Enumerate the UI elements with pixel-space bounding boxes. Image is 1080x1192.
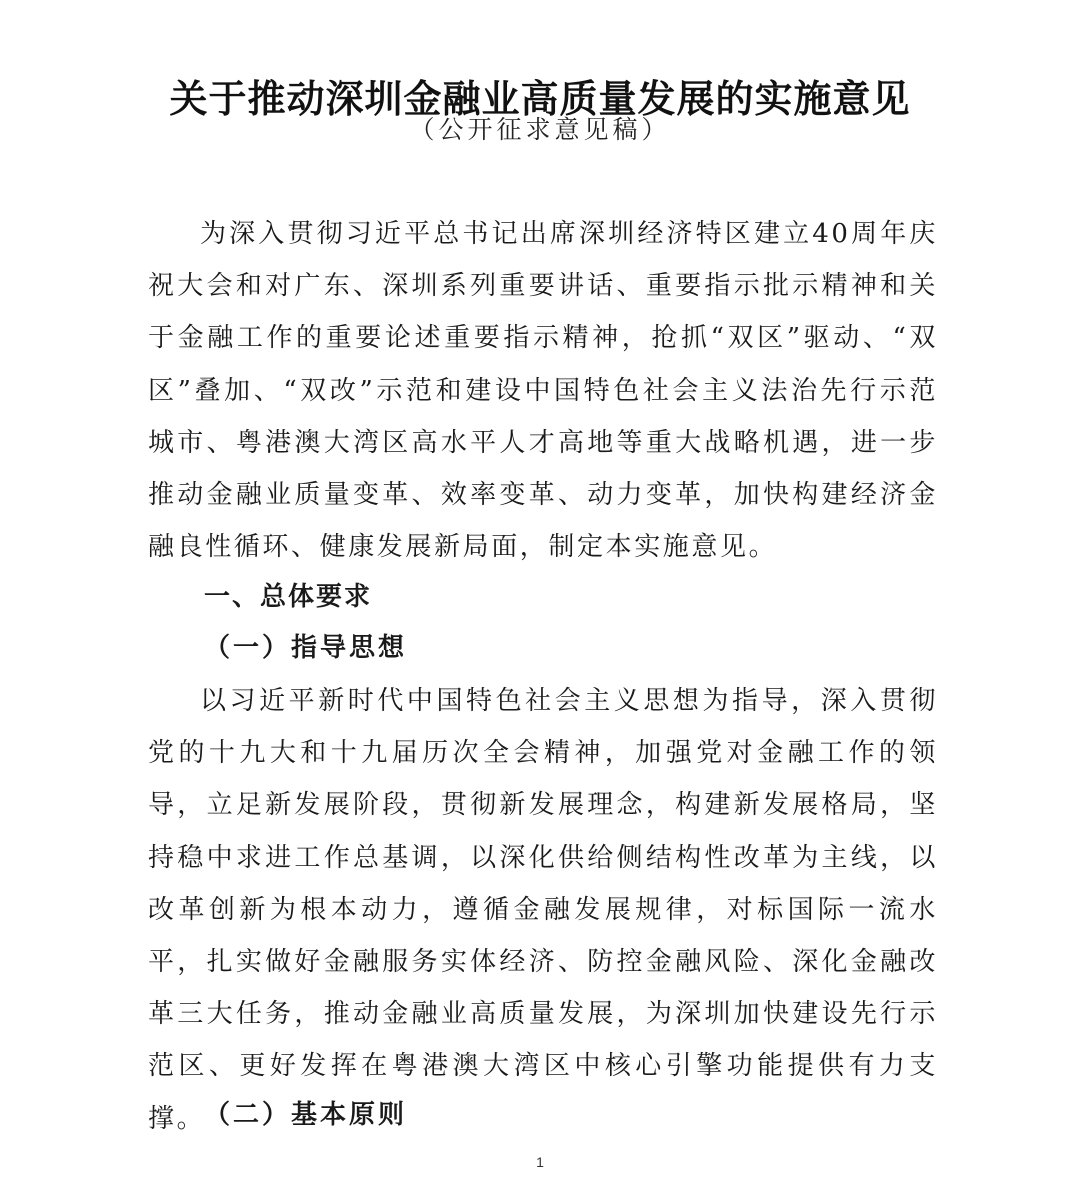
document-title: 关于推动深圳金融业高质量发展的实施意见 xyxy=(169,76,911,122)
intro-paragraph: 为深入贯彻习近平总书记出席深圳经济特区建立40周年庆祝大会和对广东、深圳系列重要讲话、重要指示批示精神和关于金融工作的重要论述重要指示精神，抢抓“双区”驱动、“双区”叠加、“双改”示范和建设中国特色社会主义法治先行示范城市、粤港澳大湾区高水平人才高地等重大战略机遇，进一步推动金融业质量变革、效率变革、动力变革，加快构建经济金融良性循环、健康发展新局面，制定本实施意见。 xyxy=(148,219,938,563)
subsection-heading-basic-principles: （二）基本原则 xyxy=(204,1100,408,1130)
subsection-heading-guiding-ideology: （一）指导思想 xyxy=(204,633,408,663)
section-heading-general-requirements: 一、总体要求 xyxy=(204,582,373,612)
page-number: 1 xyxy=(536,1154,544,1170)
guiding-ideology-paragraph: 以习近平新时代中国特色社会主义思想为指导，深入贯彻党的十九大和十九届历次全会精神，加强党对金融工作的领导，立足新发展阶段，贯彻新发展理念，构建新发展格局，坚持稳中求进工作总基调，以深化供给侧结构性改革为主线，以改革创新为根本动力，遵循金融发展规律，对标国际一流水平，扎实做好金融服务实体经济、防控金融风险、深化金融改革三大任务，推动金融业高质量发展，为深圳加快建设先行示范区、更好发挥在粤港澳大湾区中核心引擎功能提供有力支撑。 xyxy=(148,686,938,1134)
document-subtitle: （公开征求意见稿） xyxy=(409,115,671,144)
